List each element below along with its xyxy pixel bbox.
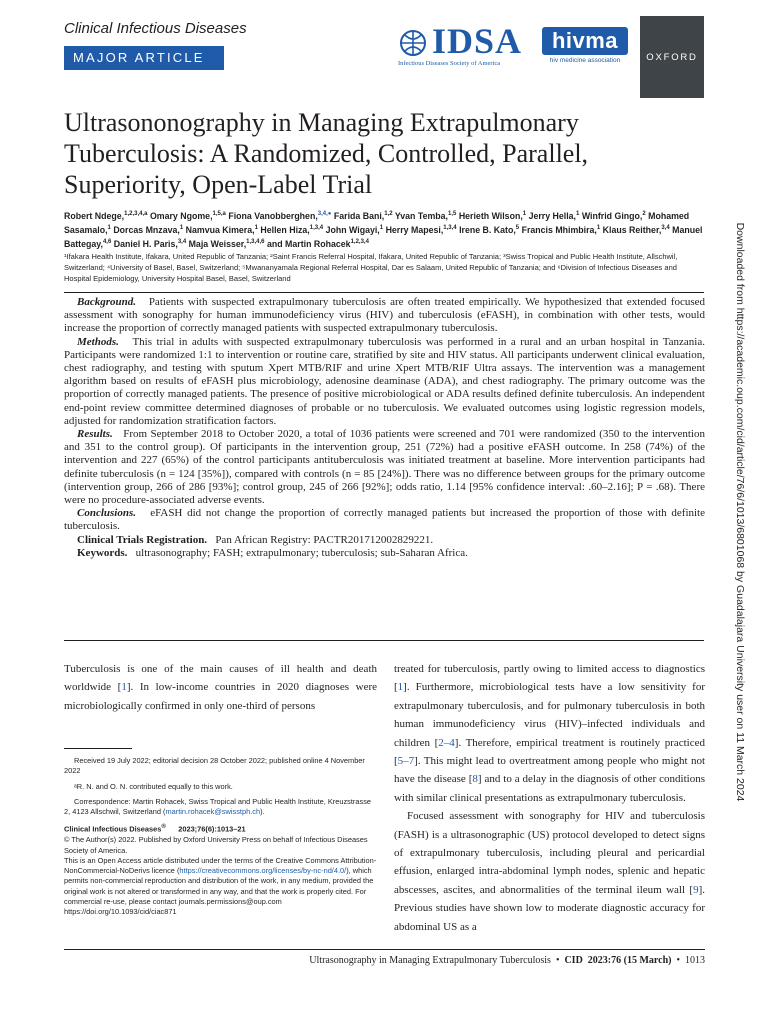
abstract-results: Results. From September 2018 to October 2020, a total of 1036 patients were screened and 701 were randomized (350 to the intervention and 351 to the control group). Of participants in the intervention group, 251 (72%) had a positive eFASH outcome. In 258 (74%) of the intervention and 227 (65%) of the control participants antituberculosis was initiated treatment at baseline. More intervention participants had definite tuberculosis (n = 124 [35%]), compared with controls (n = 85 [24%]). There was no difference between groups for the primary outcome (intervention group, 266 of 286 [93%]; control group, 245 of 266 [92%]; odds ratio, 1.14 [95% confidence interval: .60–2.16]; P = .68). There were no procedure-associated adverse events.	[64, 428, 705, 507]
journal-abbrev: CID	[564, 955, 583, 966]
citation-link[interactable]: 8	[472, 773, 478, 786]
footnote-doi[interactable]: https://doi.org/10.1093/cid/ciac871	[64, 907, 177, 917]
idsa-logo-text: IDSA	[432, 21, 523, 61]
page-footer	[309, 955, 705, 966]
footnote-received: Received 19 July 2022; editorial decision 28 October 2022; published online 4 November 2022	[64, 756, 365, 776]
citation-link[interactable]: 9	[693, 883, 699, 896]
body-paragraph: treated for tuberculosis, partly owing to limited access to diagnostics [1]. Furthermore, microbiological tests have a low sensitivity for extrapulmonary tuberculosis, and for pulmonary tuberculosis in both human immunodeficiency virus (HIV)–infected individuals and children [2–4]. Therefore, empirical treatment is routinely practiced [5–7]. This might lead to overtreatment among people who might not have the disease [8] and to a delay in the diagnosis of other conditions with similar clinical presentations as extrapulmonary tuberculosis.	[394, 663, 706, 804]
abstract-keywords: Keywords. ultrasonography; FASH; extrapulmonary; tuberculosis; sub-Saharan Africa.	[77, 546, 468, 559]
author-name[interactable]: Manuel Battegay,$^{4,6}$	[64, 224, 703, 249]
author-name[interactable]: Herry Mapesi,$^{1,3,4}$	[385, 224, 457, 235]
hivma-logo-subtitle: hiv medicine association	[549, 57, 621, 64]
oxford-logo[interactable]: OXFORD	[640, 16, 704, 98]
author-name[interactable]: Francis Mhimbira,$^1$	[521, 224, 601, 235]
author-name[interactable]: Farida Bani,$^{1,2}$	[333, 210, 393, 221]
author-name[interactable]: and Martin Rohacek$^{1,2,3,4}$	[266, 238, 369, 249]
article-title: Ultrasononography in Managing Extrapulmonary Tuberculosis: A Randomized, Controlled, Parallel, Superiority, Open-Label Trial	[64, 108, 589, 199]
affiliations: ¹Ifakara Health Institute, Ifakara, United Republic of Tanzania; ²Saint Francis Referral Hospital, Ifakara, United Republic of Tanzania; ³Swiss Tropical and Public Health Institute, Allschwil, Switzerland; ⁴University of Basel, Basel, Switzerland; ⁵Mwananyamala Regional Referral Hospital, Dar es Salaam, United Republic of Tanzania; and ⁶Division of Infectious Diseases and Hospital Epidemiology, University Hospital Basel, Basel, Switzerland	[64, 252, 678, 284]
author-list	[64, 208, 704, 250]
body-left-column	[64, 660, 377, 715]
abstract-bottom-rule	[64, 640, 704, 641]
journal-name: Clinical Infectious Diseases	[64, 20, 247, 37]
citation-link[interactable]: 1	[397, 681, 404, 694]
author-name[interactable]: Klaus Reither,$^{3,4}$	[602, 224, 670, 235]
body-right-column	[394, 660, 705, 936]
hivma-logo-text: hivma	[542, 27, 628, 55]
author-name[interactable]: Herieth Wilson,$^1$	[458, 210, 527, 221]
citation-link[interactable]: 1	[121, 681, 127, 694]
correspondence-email-link[interactable]: martin.rohacek@swisstph.ch	[165, 807, 261, 817]
footer-separator: •	[676, 955, 680, 966]
author-name[interactable]: Fiona Vanobberghen,$^{3,4,●}$	[228, 210, 332, 221]
citation-link[interactable]: 5–7	[397, 755, 415, 768]
author-name[interactable]: Yvan Temba,$^{1,5}$	[394, 210, 457, 221]
running-title: Ultrasonography in Managing Extrapulmonary Tuberculosis	[309, 955, 551, 966]
page-number: 1013	[685, 955, 705, 966]
license-link[interactable]: https://creativecommons.org/licenses/by-nc-nd/4.0/	[179, 866, 347, 876]
download-side-note: Downloaded from https://academic.oup.com/cid/article/76/6/1013/6801068 by Guadalajara University user on 11 March 2024	[734, 222, 746, 802]
footnote-copyright: © The Author(s) 2022. Published by Oxford University Press on behalf of Infectious Diseases Society of America.	[64, 835, 368, 855]
abstract-registration: Clinical Trials Registration. Pan African Registry: PACTR201712002829221.	[77, 533, 434, 546]
body-paragraph: Tuberculosis is one of the main causes of ill health and death worldwide [1]. In low-income countries in 2020 diagnoses were microbiologically confirmed in only one-third of persons	[64, 663, 377, 712]
volume-date: 2023:76 (15 March)	[587, 955, 672, 966]
author-name[interactable]: Robert Ndege,$^{1,2,3,4,a}$	[64, 210, 148, 221]
footnotes	[64, 756, 378, 918]
author-name[interactable]: John Wigayi,$^1$	[325, 224, 384, 235]
footer-separator: •	[555, 955, 560, 966]
abstract	[64, 296, 705, 560]
footnote-rule	[64, 748, 132, 749]
author-name[interactable]: Dorcas Mnzava,$^1$	[113, 224, 184, 235]
author-name[interactable]: Jerry Hella,$^1$	[528, 210, 580, 221]
hivma-logo[interactable]	[542, 27, 628, 69]
author-name[interactable]: Mohamed Sasamalo,$^1$	[64, 210, 690, 235]
footnote-equal-contribution: ᵃR. N. and O. N. contributed equally to this work.	[74, 781, 233, 791]
author-name[interactable]: Namvua Kimera,$^1$	[185, 224, 258, 235]
idsa-logo[interactable]	[398, 21, 538, 70]
footnote-citation: Clinical Infectious Diseases® 2023;76(6):1013–21	[64, 823, 246, 834]
footnote-correspondence: Correspondence: Martin Rohacek, Swiss Tropical and Public Health Institute, Kreuzstrasse 2, 4123 Allschwil, Switzerland (martin.rohacek@swisstph.ch).	[64, 796, 371, 817]
abstract-background: Background. Patients with suspected extrapulmonary tuberculosis are often treated empirically. We hypothesized that extended focused assessment with sonography for human immunodeficiency virus (HIV) and tuberculosis (eFASH), in combination with other tests, would increase the proportion of correctly managed patients with suspected extrapulmonary tuberculosis.	[64, 296, 705, 335]
body-paragraph: Focused assessment with sonography for HIV and tuberculosis (FASH) is a ultrasonographic (US) protocol developed to detect signs of extrapulmonary tuberculosis, including pleural and pericardial effusion, enlarged intra-abdominal lymph nodes, splenic and hepatic abscesses, ascites, and abnormalities of the terminal ileum wall [9]. Previous studies have shown low to moderate diagnostic accuracy for abdominal US as a	[394, 810, 705, 933]
idsa-globe-icon	[398, 28, 428, 58]
author-name[interactable]: Winfrid Gingo,$^2$	[581, 210, 646, 221]
author-name[interactable]: Maja Weisser,$^{1,3,4,6}$	[188, 238, 265, 249]
idsa-logo-subtitle: Infectious Diseases Society of America	[398, 60, 501, 67]
author-name[interactable]: Daniel H. Paris,$^{3,4}$	[113, 238, 187, 249]
citation-link[interactable]: 2–4	[438, 736, 455, 749]
abstract-conclusions: Conclusions. eFASH did not change the proportion of correctly managed patients but increased the proportion of those with definite tuberculosis.	[64, 507, 706, 533]
article-type-banner: MAJOR ARTICLE	[64, 46, 224, 70]
abstract-methods: Methods. This trial in adults with suspected extrapulmonary tuberculosis was performed in a rural and an urban hospital in Tanzania. Participants were randomized 1:1 to intervention or routine care, stratified by site and HIV status. All participants underwent clinical evaluation, chest radiography, and testing with sputum Xpert MTB/RIF and urine Xpert MTB/RIF Ultra assays. The intervention was a management algorithm based on results of eFASH plus microbiology, adenosine deaminase (ADA), and chest radiography. The primary outcome was the proportion of correctly managed patients. The presence of positive microbiological or ADA results defined definite tuberculosis. An independent end-point review committee determined diagnoses of probable or no tuberculosis. We evaluated outcomes using logistic regression models, adjusted for randomization stratification factors.	[64, 335, 705, 427]
footnote-license: This is an Open Access article distributed under the terms of the Creative Commons Attribution-NonCommercial-NoDerivs licence (https://creativecommons.org/licenses/by-nc-nd/4.0/), which permits non-commercial reproduction and distribution of the work, in any medium, provided the original work is not altered or transformed in any way, and that the work is properly cited. For commercial re-use, please contact journals.permissions@oup.com	[64, 855, 377, 907]
abstract-top-rule	[64, 292, 704, 293]
author-name[interactable]: Hellen Hiza,$^{1,3,4}$	[260, 224, 324, 235]
author-name[interactable]: Irene B. Kato,$^5$	[459, 224, 520, 235]
footer-rule	[64, 949, 705, 950]
author-name[interactable]: Omary Ngome,$^{1,5,a}$	[149, 210, 226, 221]
